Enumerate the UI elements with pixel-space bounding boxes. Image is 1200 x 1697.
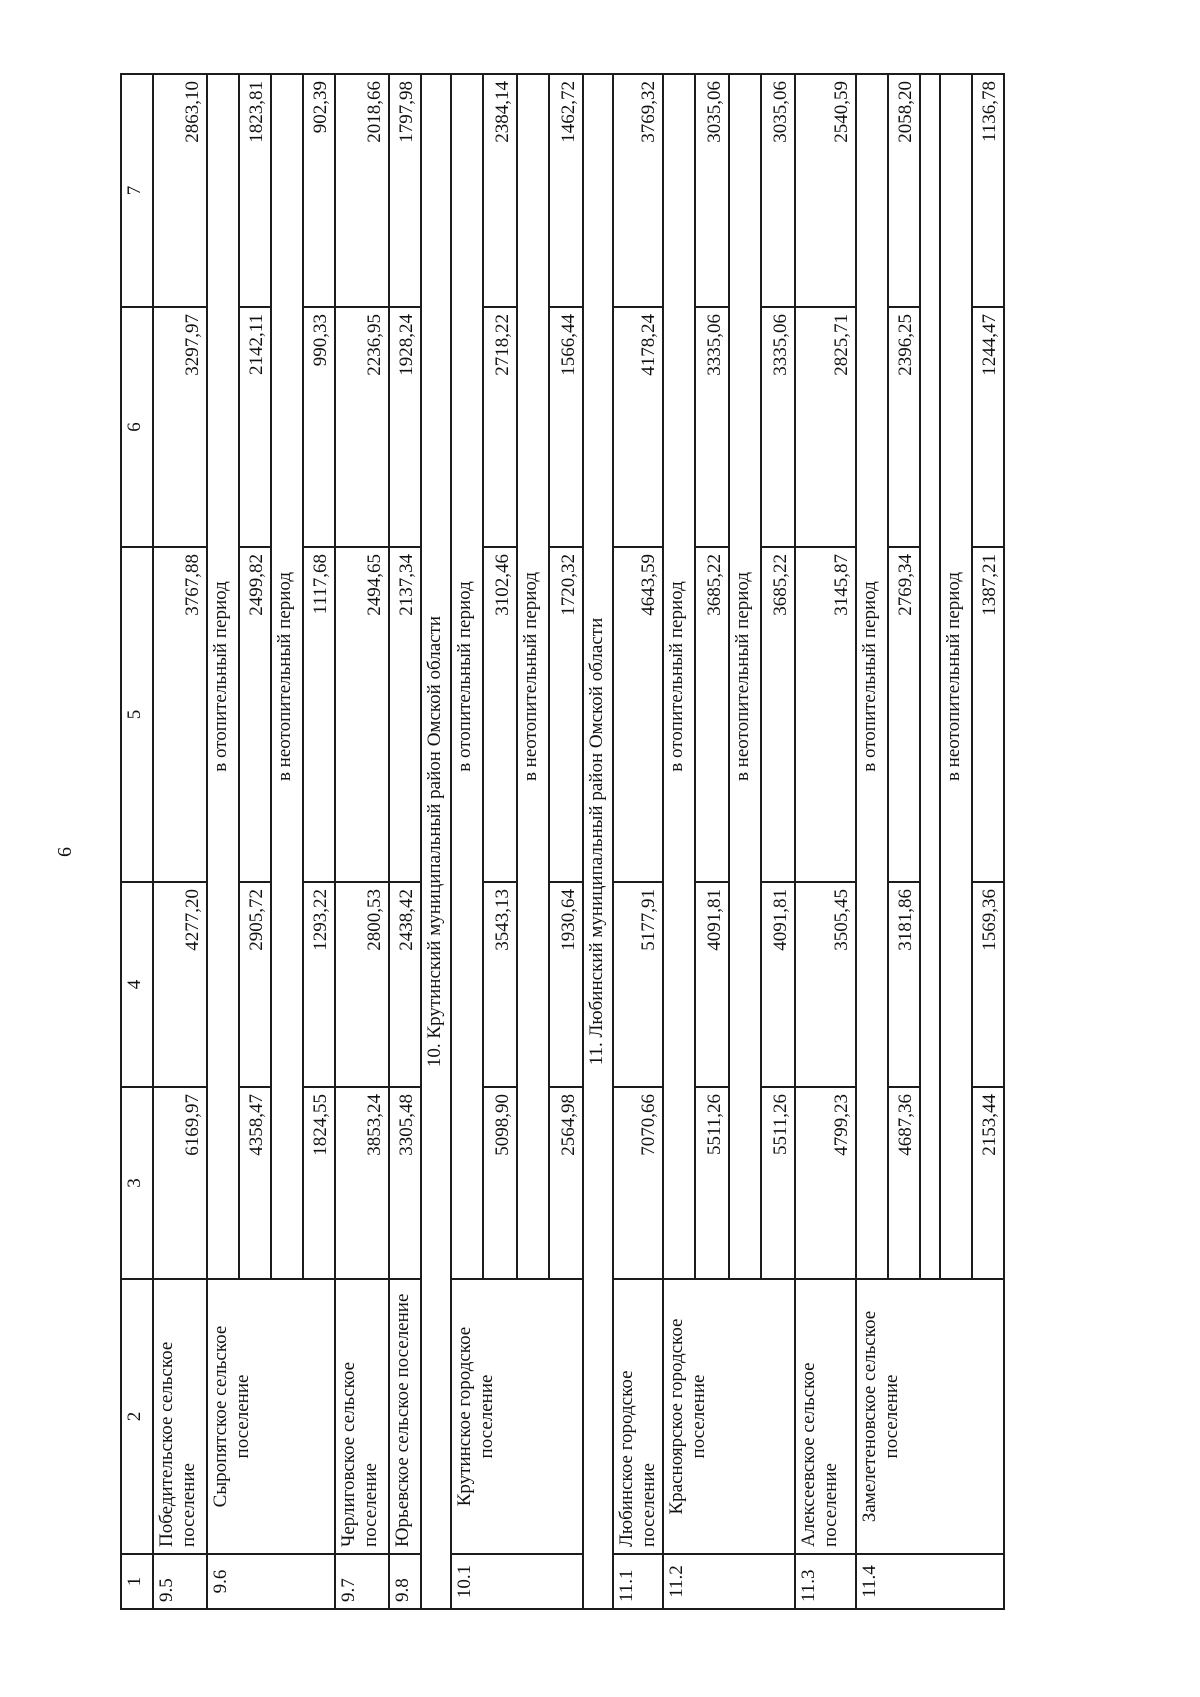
value-cell: 5098,90 bbox=[483, 1087, 517, 1279]
value-cell: 2499,82 bbox=[239, 547, 271, 882]
table-row bbox=[153, 74, 207, 1609]
value-cell: 4687,36 bbox=[888, 1087, 920, 1279]
value-cell: 2142,11 bbox=[239, 307, 271, 547]
value-cell: 1293,22 bbox=[303, 882, 335, 1087]
row-name: Черлиговское сельское поселение bbox=[335, 1279, 389, 1554]
value-cell: 3769,32 bbox=[613, 74, 663, 307]
value-cell: 2800,53 bbox=[335, 882, 389, 1087]
value-cell: 4277,20 bbox=[153, 882, 207, 1087]
row-code: 11.4 bbox=[856, 1554, 1004, 1609]
page-number: 6 bbox=[54, 847, 76, 857]
period-label: в неотопительный период bbox=[729, 74, 761, 1279]
value-cell: 2540,59 bbox=[795, 74, 856, 307]
value-cell: 2018,66 bbox=[335, 74, 389, 307]
value-cell: 3685,22 bbox=[761, 547, 795, 882]
row-code: 11.1 bbox=[613, 1554, 663, 1609]
value-cell: 7070,66 bbox=[613, 1087, 663, 1279]
value-cell: 3035,06 bbox=[761, 74, 795, 307]
value-cell: 1117,68 bbox=[303, 547, 335, 882]
table-row bbox=[613, 74, 663, 1609]
value-cell: 1244,47 bbox=[972, 307, 1004, 547]
value-cell: 3853,24 bbox=[335, 1087, 389, 1279]
row-name: Алексеевское сельское поселение bbox=[795, 1279, 856, 1554]
value-cell: 3297,97 bbox=[153, 307, 207, 547]
value-cell: 2396,25 bbox=[888, 307, 920, 547]
value-cell: 3335,06 bbox=[761, 307, 795, 547]
value-cell: 1797,98 bbox=[389, 74, 421, 307]
row-name: Красноярское городское поселение bbox=[663, 1279, 795, 1554]
value-cell: 2564,98 bbox=[549, 1087, 583, 1279]
section-title: 10. Крутинский муниципальный район Омской области bbox=[421, 74, 451, 1609]
tariff-table bbox=[120, 73, 1005, 1610]
row-name: Крутинское городское поселение bbox=[451, 1279, 583, 1554]
value-cell: 990,33 bbox=[303, 307, 335, 547]
period-label: в неотопительный период bbox=[940, 74, 972, 1279]
value-cell: 3543,13 bbox=[483, 882, 517, 1087]
header-cell: 5 bbox=[121, 547, 153, 882]
header-cell: 4 bbox=[121, 882, 153, 1087]
value-cell: 3505,45 bbox=[795, 882, 856, 1087]
header-cell: 2 bbox=[121, 1279, 153, 1554]
value-cell: 2494,65 bbox=[335, 547, 389, 882]
value-cell: 4091,81 bbox=[695, 882, 729, 1087]
value-cell: 6169,97 bbox=[153, 1087, 207, 1279]
value-cell: 1569,36 bbox=[972, 882, 1004, 1087]
value-cell: 1387,21 bbox=[972, 547, 1004, 882]
row-name: Сыропятское сельское поселение bbox=[207, 1279, 335, 1554]
value-cell: 3181,86 bbox=[888, 882, 920, 1087]
section-title: 11. Любинский муниципальный район Омской области bbox=[583, 74, 613, 1609]
value-cell: 4643,59 bbox=[613, 547, 663, 882]
value-cell: 1930,64 bbox=[549, 882, 583, 1087]
value-cell: 2863,10 bbox=[153, 74, 207, 307]
table-row bbox=[795, 74, 856, 1609]
value-cell: 4799,23 bbox=[795, 1087, 856, 1279]
value-cell: 2384,14 bbox=[483, 74, 517, 307]
period-label: в отопительный период bbox=[451, 74, 483, 1279]
value-cell: 3035,06 bbox=[695, 74, 729, 307]
value-cell: 4091,81 bbox=[761, 882, 795, 1087]
row-code: 9.5 bbox=[153, 1554, 207, 1609]
value-cell: 2236,95 bbox=[335, 307, 389, 547]
table-row bbox=[335, 74, 389, 1609]
value-cell: 1928,24 bbox=[389, 307, 421, 547]
row-name: Любинское городское поселение bbox=[613, 1279, 663, 1554]
row-code: 9.7 bbox=[335, 1554, 389, 1609]
value-cell: 4178,24 bbox=[613, 307, 663, 547]
value-cell: 1462,72 bbox=[549, 74, 583, 307]
value-cell: 1720,32 bbox=[549, 547, 583, 882]
period-label: в отопительный период bbox=[207, 74, 239, 1279]
value-cell: 1566,44 bbox=[549, 307, 583, 547]
row-code: 9.8 bbox=[389, 1554, 421, 1609]
value-cell: 4358,47 bbox=[239, 1087, 271, 1279]
value-cell: 1136,78 bbox=[972, 74, 1004, 307]
value-cell: 3767,88 bbox=[153, 547, 207, 882]
value-cell: 3305,48 bbox=[389, 1087, 421, 1279]
value-cell: 1823,81 bbox=[239, 74, 271, 307]
row-name: Юрьевское сельское поселение bbox=[389, 1279, 421, 1554]
period-label: в отопительный период bbox=[663, 74, 695, 1279]
period-label: в неотопительный период bbox=[271, 74, 303, 1279]
row-code: 11.3 bbox=[795, 1554, 856, 1609]
value-cell: 2718,22 bbox=[483, 307, 517, 547]
header-row bbox=[121, 74, 153, 1609]
row-name: Замелетеновское сельское поселение bbox=[856, 1279, 1004, 1554]
header-cell: 1 bbox=[121, 1554, 153, 1609]
row-name: Победительское сельское поселение bbox=[153, 1279, 207, 1554]
value-cell: 3102,46 bbox=[483, 547, 517, 882]
table-row bbox=[389, 74, 421, 1609]
period-label: в неотопительный период bbox=[517, 74, 549, 1279]
period-row bbox=[856, 74, 888, 1609]
rotated-table-wrapper bbox=[120, 75, 1005, 1610]
value-cell: 2137,34 bbox=[389, 547, 421, 882]
value-cell: 3145,87 bbox=[795, 547, 856, 882]
section-row bbox=[421, 74, 451, 1609]
header-cell: 6 bbox=[121, 307, 153, 547]
period-row bbox=[663, 74, 695, 1609]
value-cell: 1824,55 bbox=[303, 1087, 335, 1279]
value-cell: 2825,71 bbox=[795, 307, 856, 547]
value-cell: 902,39 bbox=[303, 74, 335, 307]
value-cell: 2905,72 bbox=[239, 882, 271, 1087]
row-code: 11.2 bbox=[663, 1554, 795, 1609]
row-code: 10.1 bbox=[451, 1554, 583, 1609]
period-label: в отопительный период bbox=[856, 74, 888, 1279]
period-row bbox=[207, 74, 239, 1609]
value-cell: 3335,06 bbox=[695, 307, 729, 547]
period-row bbox=[451, 74, 483, 1609]
value-cell: 2769,34 bbox=[888, 547, 920, 882]
value-cell: 3685,22 bbox=[695, 547, 729, 882]
value-cell: 2438,42 bbox=[389, 882, 421, 1087]
value-cell: 5511,26 bbox=[695, 1087, 729, 1279]
value-cell: 5177,91 bbox=[613, 882, 663, 1087]
value-cell: 2058,20 bbox=[888, 74, 920, 307]
value-cell: 5511,26 bbox=[761, 1087, 795, 1279]
section-row bbox=[583, 74, 613, 1609]
row-code: 9.6 bbox=[207, 1554, 335, 1609]
spacer-cell bbox=[920, 74, 940, 1279]
header-cell: 7 bbox=[121, 74, 153, 307]
value-cell: 2153,44 bbox=[972, 1087, 1004, 1279]
header-cell: 3 bbox=[121, 1087, 153, 1279]
